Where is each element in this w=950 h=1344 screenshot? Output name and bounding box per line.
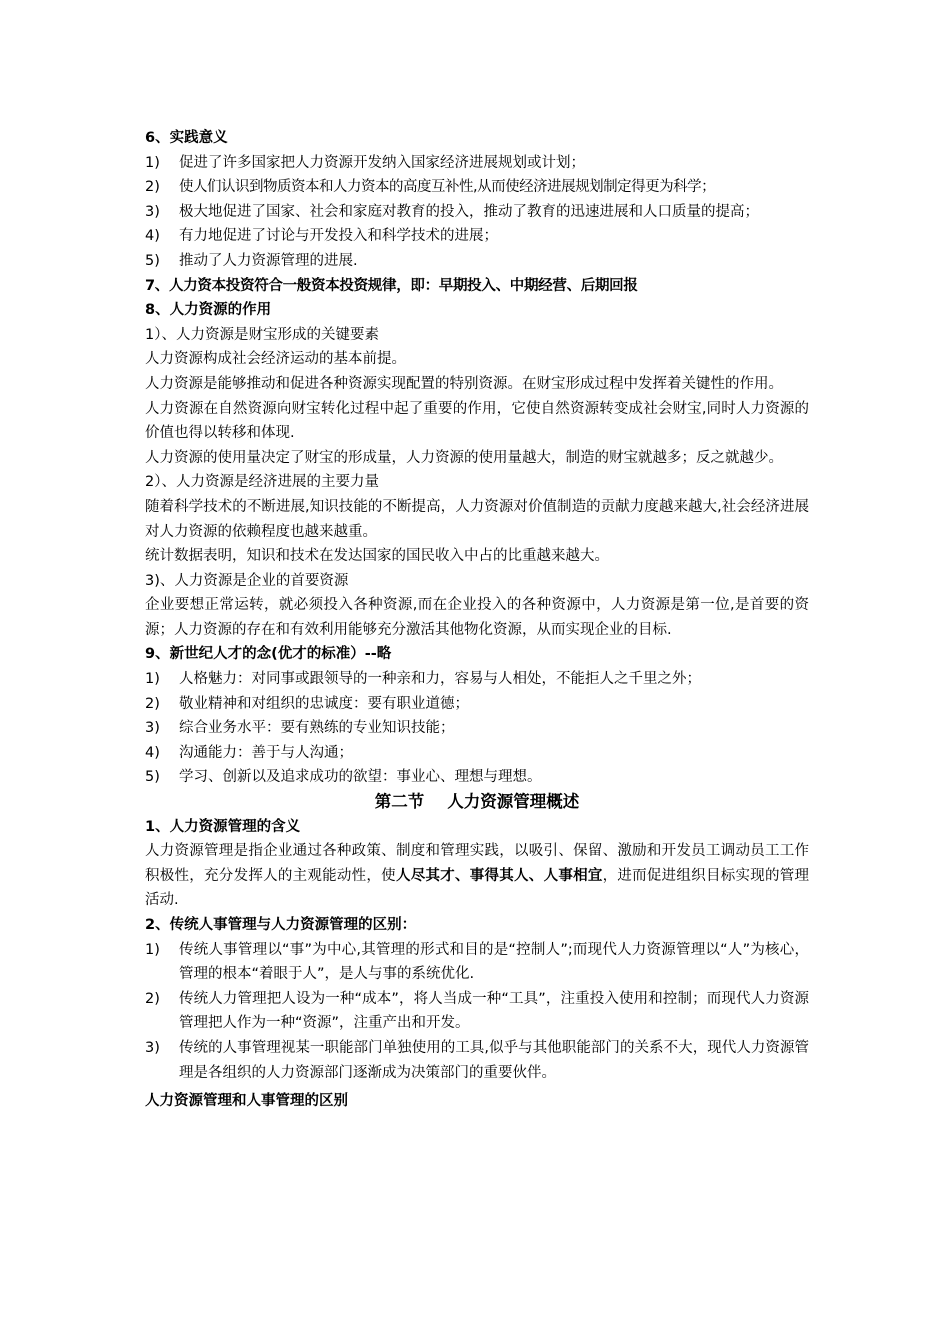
list-item — [145, 692, 809, 717]
heading-2-2: 2、传统人事管理与人力资源管理的区别： — [145, 917, 417, 933]
paragraph: 统计数据表明，知识和技术在发达国家的国民收入中占的比重越来越大。 — [145, 548, 609, 565]
item-text: 传统人事管理以“事”为中心,其管理的形式和目的是“控制人”;而现代人力资源管理以“人”为核心，管理的根本“着眼于人”，是人与事的系统优化. — [179, 941, 809, 983]
paragraph-hrm-definition — [145, 839, 809, 913]
list-item — [145, 667, 809, 692]
paragraph: 人力资源是能够推动和促进各种资源实现配置的特别资源。在财宝形成过程中发挥着关键性的作用。 — [145, 375, 783, 392]
heading-2-1: 1、人力资源管理的含义 — [145, 818, 301, 835]
list-item — [145, 987, 809, 1036]
item-text: 有力地促进了讨论与开发投入和科学技术的进展； — [179, 228, 498, 245]
list-item — [145, 151, 809, 176]
item-number: 2) — [145, 695, 160, 712]
item-number: 3) — [145, 203, 160, 220]
item-number: 1) — [145, 941, 160, 958]
item-text: 传统的人事管理视某一职能部门单独使用的工具,似乎与其他职能部门的关系不大，现代人力资源管理是各组织的人力资源部门逐渐成为决策部门的重要伙伴。 — [179, 1039, 809, 1081]
item-number: 1) — [145, 671, 160, 688]
item-text: 促进了许多国家把人力资源开发纳入国家经济进展规划或计划； — [179, 154, 585, 171]
list-practical-significance — [145, 151, 809, 274]
list-item — [145, 741, 809, 766]
heading-7: 7、人力资本投资符合一般资本投资规律，即：早期投入、中期经营、后期回报 — [145, 277, 638, 294]
document-body — [145, 126, 809, 1114]
section-title: 第二节 人力资源管理概述 — [374, 792, 580, 812]
paragraph: 人力资源构成社会经济运动的基本前提。 — [145, 351, 406, 368]
list-item — [145, 1036, 809, 1085]
item-text: 极大地促进了国家、社会和家庭对教育的投入，推动了教育的迅速进展和人口质量的提高； — [179, 203, 759, 220]
item-text: 使人们认识到物质资本和人力资本的高度互补性,从而使经济进展规划制定得更为科学； — [179, 179, 716, 196]
paragraph-text: ，进而促进组织目标实现的管理活动. — [145, 867, 810, 909]
list-item — [145, 765, 809, 790]
paragraph: 企业要想正常运转，就必须投入各种资源,而在企业投入的各种资源中，人力资源是第一位,是首要的资源；人力资源的存在和有效利用能够充分激活其他物化资源，从而实现企业的目标. — [145, 597, 809, 638]
item-number: 5) — [145, 252, 160, 269]
list-item — [145, 716, 809, 741]
item-text: 综合业务水平：要有熟练的专业知识技能； — [179, 720, 455, 737]
item-number: 5) — [145, 769, 160, 786]
list-talent-standards — [145, 667, 809, 790]
item-text: 敬业精神和对组织的忠诚度：要有职业道德； — [179, 695, 469, 712]
list-item — [145, 249, 809, 274]
paragraph: 人力资源的使用量决定了财宝的形成量，人力资源的使用量越大，制造的财宝就越多；反之就越少。 — [145, 449, 783, 466]
item-number: 4) — [145, 228, 160, 245]
list-item — [145, 200, 809, 225]
heading-6: 6、实践意义 — [145, 130, 228, 146]
list-item — [145, 175, 809, 200]
item-number: 3) — [145, 720, 160, 737]
heading-8: 8、人力资源的作用 — [145, 302, 272, 319]
list-item — [145, 224, 809, 249]
item-text: 学习、创新以及追求成功的欲望：事业心、理想与理想。 — [179, 769, 542, 786]
emphasis-text: 人尽其才、事得其人、人事相宜 — [395, 867, 603, 884]
item-text: 推动了人力资源管理的进展. — [179, 252, 358, 269]
paragraph: 人力资源在自然资源向财宝转化过程中起了重要的作用，它使自然资源转变成社会财宝,同时人力资源的价值也得以转移和体现. — [145, 400, 809, 442]
item-text: 沟通能力：善于与人沟通； — [179, 744, 353, 761]
subheading: 3)、人力资源是企业的首要资源 — [145, 572, 349, 589]
item-number: 1) — [145, 154, 160, 171]
item-number: 3) — [145, 1039, 160, 1056]
item-number: 4) — [145, 744, 160, 761]
item-number: 2) — [145, 179, 160, 196]
heading-hrm-vs-personnel: 人力资源管理和人事管理的区别 — [145, 1093, 348, 1110]
subheading: 2）、人力资源是经济进展的主要力量 — [145, 474, 379, 491]
subheading: 1）、人力资源是财宝形成的关键要素 — [145, 326, 379, 343]
list-item — [145, 938, 809, 987]
item-number: 2) — [145, 990, 160, 1007]
list-differences — [145, 938, 809, 1086]
item-text: 人格魅力：对同事或跟领导的一种亲和力，容易与人相处，不能拒人之千里之外； — [179, 671, 701, 688]
paragraph: 随着科学技术的不断进展,知识技能的不断提高，人力资源对价值制造的贡献力度越来越大,社会经济进展对人力资源的依赖程度也越来越重。 — [145, 498, 809, 540]
heading-9: 9、新世纪人才的念(优才的标准）--略 — [145, 646, 392, 663]
paragraph-text: 人力资源管理是指企业通过各种政策、制度和管理实践，以吸引、保留、激励和开发员工调动员工工作积极性，充分发挥人的主观能动性，使 — [145, 843, 809, 884]
item-text: 传统人力管理把人设为一种“成本”，将人当成一种“工具ˮ，注重投入使用和控制；而现代人力资源管理把人作为一种“资源”，注重产出和开发。 — [179, 990, 809, 1032]
